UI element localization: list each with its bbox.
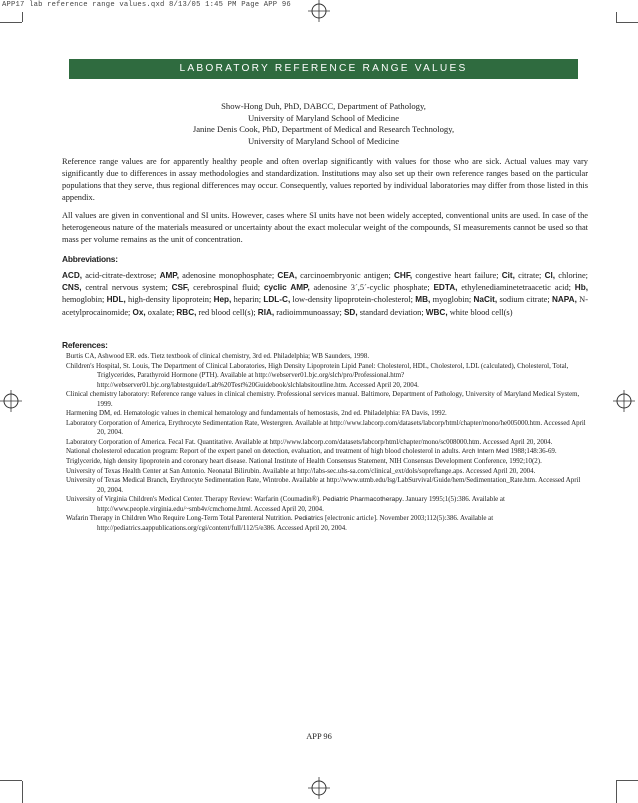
reference-journal: Pediatrics — [294, 515, 324, 523]
abbreviation-term: EDTA, — [433, 283, 458, 293]
reference-text: University of Texas Health Center at San Antonio. Neonatal Bilirubin. Available at http://labs-sec.uhs-sa.com/clinical_ext/dols/sopreftange.aps. Accessed April 20, 2004. — [66, 466, 536, 475]
abbreviation-definition: ethylenediaminetetraacetic acid; — [457, 283, 575, 293]
abbreviation-definition: heparin; — [231, 295, 264, 305]
abbreviation-definition: hemoglobin; — [62, 295, 107, 305]
reference-item — [66, 362, 586, 391]
reference-text: University of Virginia Children's Medical Center. Therapy Review: Warfarin (Coumadin®). — [66, 495, 323, 504]
abbreviation-term: NAPA, — [551, 295, 577, 305]
abbreviation-definition: myoglobin; — [430, 295, 474, 305]
abbreviation-definition: oxalate; — [145, 307, 177, 317]
abbreviations-list — [62, 270, 588, 319]
abbreviation-definition: congestive heart failure; — [412, 271, 502, 280]
abbreviation-term: Ox, — [132, 307, 146, 317]
file-slug: APP17 lab reference range values.qxd 8/13/05 1:45 PM Page APP 96 — [2, 1, 291, 9]
abbreviation-definition: cerebrospinal fluid; — [189, 283, 264, 293]
abbreviation-term: cyclic AMP, — [263, 283, 310, 293]
reference-journal: Pediatric Pharmacotherapy — [322, 496, 403, 504]
page-number: APP 96 — [306, 732, 332, 741]
units-paragraph: All values are given in conventional and SI units. However, cases where SI units have not been widely accepted, conventional units are used. In case of the heterogeneous nature of the materials measured or uncertainty about the exact molecular weight of the compounds, SI measurements cannot be used so that mass per volume remains as the unit of concentration. — [62, 211, 588, 245]
author-line: University of Maryland School of Medicine — [247, 135, 400, 146]
registration-mark-icon — [0, 390, 22, 412]
reference-item — [66, 476, 586, 495]
reference-item — [66, 438, 586, 448]
abbreviation-term: Cl, — [544, 271, 556, 280]
reference-text: Harmening DM, ed. Hematologic values in chemical hematology and fundamentals of hemostasis, 2nd ed. Philadelphia: FA Davis, 1992. — [66, 409, 447, 418]
abbreviation-definition: red blood cell(s); — [196, 307, 258, 317]
intro-paragraph: Reference range values are for apparently healthy people and often overlap significantly with values for those who are sick. Actual values may vary significantly due to differences in assay methodologies and standardization. Institutions may also set up their own reference ranges based on the particular populations that they serve, thus regional differences may occur. Consequently, values reported by individual laboratories may differ from those listed in this appendix. — [62, 157, 588, 203]
abbreviation-term: Hb, — [574, 283, 588, 293]
reference-text: Laboratory Corporation of America. Fecal Fat. Quantitative. Available at http://www.labcorp.com/datasets/labcorp/html/chapter/mono/sc008000.htm. Accessed April 20, 2004. — [66, 437, 553, 446]
abbreviation-term: Cit, — [501, 271, 515, 280]
abbreviation-definition: radioimmunoassay; — [274, 307, 344, 317]
abbreviation-term: CNS, — [62, 283, 82, 293]
reference-item — [66, 457, 586, 467]
reference-item — [66, 495, 586, 514]
crop-mark — [22, 781, 23, 803]
abbreviation-definition: chlorine; — [555, 271, 589, 280]
registration-mark-icon — [308, 777, 330, 799]
crop-mark — [0, 22, 22, 23]
section-banner: LABORATORY REFERENCE RANGE VALUES — [69, 59, 578, 79]
reference-text: Triglyceride, high density lipoprotein and coronary heart disease. National Institute of Health Consensus Statement, NIH Consensus Development Conference, 1992;10(2). — [66, 457, 542, 466]
author-block — [69, 101, 578, 147]
reference-item — [66, 447, 586, 457]
reference-item — [66, 409, 586, 419]
reference-text: Wafarin Therapy in Children Who Require Long-Term Total Parenteral Nutrition. — [66, 514, 295, 523]
crop-mark — [616, 780, 638, 781]
abbreviation-term: CSF, — [171, 283, 190, 293]
reference-item — [66, 419, 586, 438]
abbreviation-definition: adenosine 3´,5´-cyclic phosphate; — [309, 283, 434, 293]
abbreviation-term: SD, — [343, 307, 358, 317]
abbreviation-term: WBC, — [425, 307, 448, 317]
reference-citation: [electronic article]. November 2003;112(5):386. Available at http://pediatrics.aappublications.org/cgi/content/full/112/5/e386. Accessed April 20, 2004. — [97, 514, 494, 532]
registration-mark-icon — [613, 390, 635, 412]
abbreviation-definition: acid-citrate-dextrose; — [82, 271, 160, 280]
abbreviation-term: Hep, — [213, 295, 232, 305]
abbreviation-definition: white blood cell(s) — [447, 307, 513, 317]
abbreviation-term: RBC, — [176, 307, 197, 317]
abbreviation-term: RIA, — [257, 307, 275, 317]
reference-text: Children's Hospital, St. Louis, The Department of Clinical Laboratories, High Density Lipoprotein Lipid Panel: Cholesterol, HDL, Cholesterol, LDL (calculated), Cholesterol, Total, Triglycerides, Parathyroid Hormone (PTH). Available at http://webserver01.bjc.org/slch/pro/Professional.htm?http://webserver01.bjc.org/labtestguide/Lab%20Test%20Guidebook/slchlabsitoutline.htm. Accessed April 20, 2004. — [66, 361, 569, 389]
author-line: University of Maryland School of Medicine — [247, 112, 400, 123]
reference-text: Burtis CA, Ashwood ER. eds. Tietz textbook of clinical chemistry, 3rd ed. Philadelphia; WB Saunders, 1998. — [66, 352, 370, 360]
reference-citation: 1988;148:36-69. — [508, 447, 557, 456]
abbreviation-definition: carcinoembryonic antigen; — [296, 271, 395, 280]
crop-mark — [0, 780, 22, 781]
abbreviation-definition: sodium citrate; — [497, 295, 552, 305]
abbreviation-definition: citrate; — [514, 271, 545, 280]
abbreviation-term: ACD, — [62, 271, 83, 280]
crop-mark — [616, 22, 638, 23]
crop-mark — [616, 781, 617, 803]
author-line: Show-Hong Duh, PhD, DABCC, Department of Pathology, — [221, 101, 426, 111]
reference-citation: . January 1995;1(5):386. Available at http://www.people.virginia.edu/~smb4v/cmchome.html. Accessed April 20, 2004. — [97, 495, 505, 513]
abbreviation-definition: standard deviation; — [357, 307, 426, 317]
crop-mark — [22, 12, 23, 22]
crop-mark — [616, 12, 617, 22]
reference-text: University of Texas Medical Branch, Erythrocyte Sedimentation Rate, Wintrobe. Available at http://www.utmb.edu/lsg/LabSurvival/Guide/hem/Sedimentation_Rate.htm. Accessed April 20, 2004. — [66, 476, 581, 494]
abbreviation-term: NaCit, — [473, 295, 498, 305]
reference-text: National cholesterol education program: Report of the expert panel on detection, evaluation, and treatment of high blood cholesterol in adults. — [66, 447, 462, 456]
abbreviation-definition: high-density lipoprotein; — [125, 295, 214, 305]
abbreviation-definition: low-density lipoprotein-cholesterol; — [290, 295, 416, 305]
reference-item — [66, 467, 586, 477]
references-list — [66, 352, 586, 533]
reference-journal: Arch Intern Med — [461, 448, 509, 456]
registration-mark-icon — [308, 0, 330, 22]
reference-text: Clinical chemistry laboratory: Reference range values in clinical chemistry. Professional services manual. Baltimore, Department of Pathology, University of Maryland Medical System, 1999. — [66, 390, 580, 408]
abbreviation-definition: N-acetylprocainomide; — [62, 295, 588, 317]
reference-item — [66, 514, 586, 533]
reference-item — [66, 390, 586, 409]
author-line: Janine Denis Cook, PhD, Department of Medical and Research Technology, — [192, 124, 455, 135]
abbreviations-heading: Abbreviations: — [62, 254, 118, 264]
abbreviation-definition: adenosine monophosphate; — [178, 271, 278, 280]
references-heading: References: — [62, 340, 108, 350]
abbreviation-definition: central nervous system; — [81, 283, 172, 293]
abbreviation-term: MB, — [415, 295, 431, 305]
abbreviation-term: CHF, — [394, 271, 413, 280]
reference-text: Laboratory Corporation of America, Erythrocyte Sedimentation Rate, Westergren. Available at http://www.labcorp.com/datasets/labcorp/html/chapter/mono/he005000.htm. Accessed April 20, 2004. — [66, 418, 586, 437]
abbreviation-term: CEA, — [277, 271, 297, 280]
abbreviation-term: HDL, — [106, 295, 126, 305]
abbreviation-term: LDL-C, — [263, 295, 291, 305]
abbreviation-term: AMP, — [159, 271, 179, 280]
reference-item — [66, 352, 586, 362]
